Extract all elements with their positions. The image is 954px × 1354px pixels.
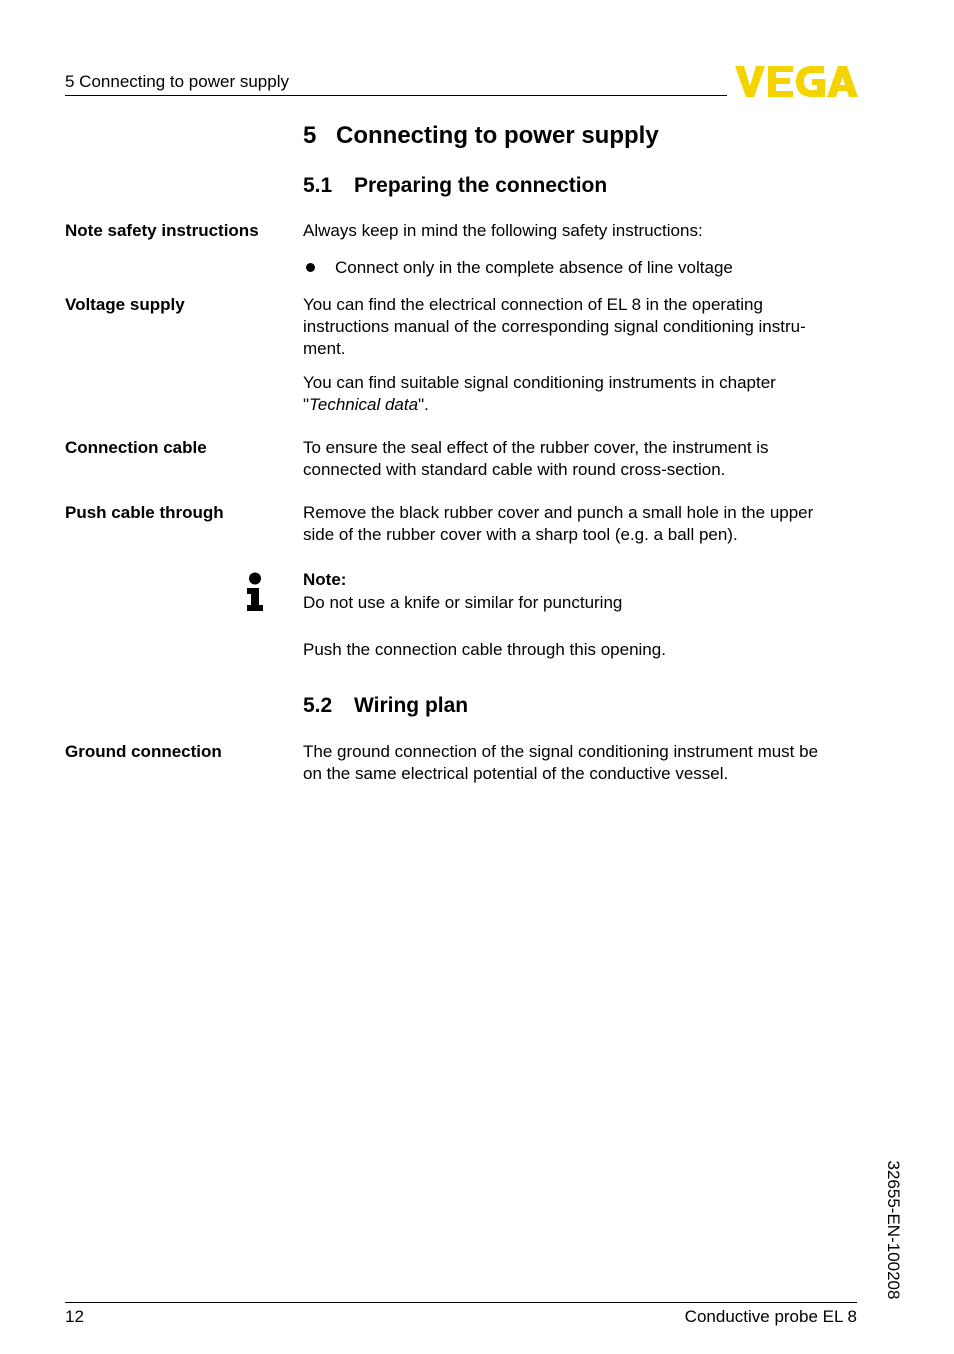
text-line: side of the rubber cover with a sharp tool (e.g. a ball pen). [303,525,738,544]
vega-logo [735,66,858,97]
voltage-supply-paragraph-1 [303,294,858,360]
note-text: Do not use a knife or similar for puncturing [303,593,623,612]
text-line: connected with standard cable with round cross-section. [303,460,726,479]
side-label-push-cable: Push cable through [65,503,224,522]
section-title: Wiring plan [354,694,469,717]
text-line: ment. [303,339,346,358]
info-icon [244,572,266,612]
bullet-icon [306,263,315,272]
safety-bullet-item: Connect only in the complete absence of line voltage [335,258,733,277]
chapter-reference-link[interactable]: Technical data [309,395,419,414]
section-heading-5-1 [303,174,607,198]
quote-close: ". [418,395,429,414]
safety-intro-text: Always keep in mind the following safety instructions: [303,221,703,240]
text-line: To ensure the seal effect of the rubber cover, the instrument is [303,438,769,457]
header-rule [65,95,727,96]
voltage-supply-paragraph-2 [303,372,858,416]
push-cable-instruction: Push the connection cable through this opening. [303,640,666,659]
document-id [878,1155,908,1305]
chapter-number: 5 [303,122,317,149]
running-header: 5 Connecting to power supply [65,72,289,91]
document-id-text: 32655-EN-100208 [884,1160,903,1300]
side-label-ground-connection: Ground connection [65,742,222,761]
text-line: You can find the electrical connection of EL 8 in the operating [303,295,763,314]
side-label-voltage-supply: Voltage supply [65,295,185,314]
side-label-note-safety: Note safety instructions [65,221,259,240]
section-title: Preparing the connection [354,174,608,197]
page-number: 12 [65,1307,84,1326]
text-line: on the same electrical potential of the conductive vessel. [303,764,729,783]
footer-product-name: Conductive probe EL 8 [684,1307,857,1326]
connection-cable-paragraph [303,437,858,481]
section-heading-5-2 [303,694,468,718]
chapter-title: Connecting to power supply [336,122,659,149]
footer-rule [65,1302,857,1303]
text-line [303,394,858,416]
text-line: Remove the black rubber cover and punch a small hole in the upper [303,503,814,522]
ground-connection-paragraph [303,741,858,785]
chapter-heading [303,122,659,150]
text-line: You can find suitable signal conditioning instruments in chapter [303,373,776,392]
quote-open: " [303,395,310,414]
text-line: The ground connection of the signal conditioning instrument must be [303,742,819,761]
section-number: 5.1 [303,174,333,197]
section-number: 5.2 [303,694,333,717]
push-cable-paragraph [303,502,858,546]
text-line: instructions manual of the corresponding signal conditioning instru- [303,317,806,336]
side-label-connection-cable: Connection cable [65,438,207,457]
vega-logo-letters [735,66,858,97]
note-title: Note: [303,570,347,589]
